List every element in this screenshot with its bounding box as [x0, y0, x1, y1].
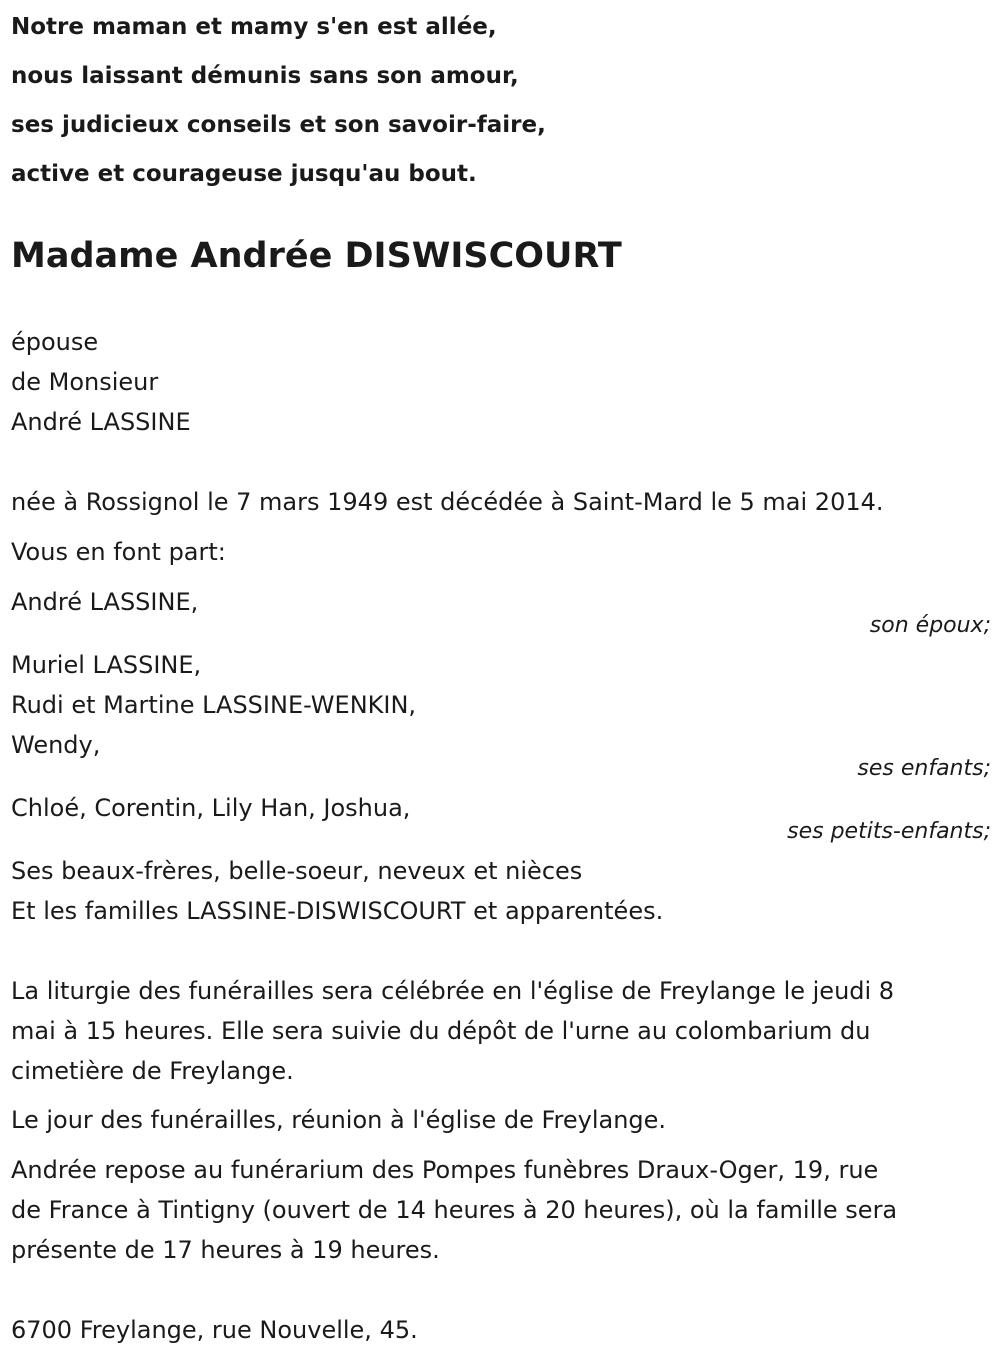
family-name: Wendy, [11, 731, 101, 759]
spouse-line: André LASSINE [11, 408, 191, 436]
role-label: son époux; [869, 613, 991, 638]
announcement-line: Vous en font part: [11, 538, 226, 566]
paragraph-line: La liturgie des funérailles sera célébrée en l'église de Freylange le jeudi 8 [11, 977, 895, 1005]
spouse-line: de Monsieur [11, 368, 159, 396]
address-line: 6700 Freylange, rue Nouvelle, 45. [11, 1316, 418, 1344]
family-name: Rudi et Martine LASSINE-WENKIN, [11, 691, 417, 719]
family-line: Ses beaux-frères, belle-soeur, neveux et nièces [11, 857, 583, 885]
meeting-line: Le jour des funérailles, réunion à l'église de Freylange. [11, 1106, 667, 1134]
paragraph-line: cimetière de Freylange. [11, 1057, 294, 1085]
paragraph-line: mai à 15 heures. Elle sera suivie du dépôt de l'urne au colombarium du [11, 1017, 871, 1045]
family-name: André LASSINE, [11, 588, 199, 616]
deceased-name: Madame Andrée DISWISCOURT [11, 236, 622, 276]
birth-death-line: née à Rossignol le 7 mars 1949 est décédée à Saint-Mard le 5 mai 2014. [11, 488, 884, 516]
intro-line: nous laissant démunis sans son amour, [11, 63, 519, 89]
family-name: Chloé, Corentin, Lily Han, Joshua, [11, 794, 411, 822]
family-line: Et les familles LASSINE-DISWISCOURT et apparentées. [11, 897, 664, 925]
paragraph-line: Andrée repose au funérarium des Pompes funèbres Draux-Oger, 19, rue [11, 1156, 879, 1184]
intro-line: Notre maman et mamy s'en est allée, [11, 14, 497, 40]
intro-line: active et courageuse jusqu'au bout. [11, 161, 477, 187]
family-name: Muriel LASSINE, [11, 651, 202, 679]
paragraph-line: présente de 17 heures à 19 heures. [11, 1236, 440, 1264]
role-label: ses petits-enfants; [787, 819, 991, 844]
paragraph-line: de France à Tintigny (ouvert de 14 heures à 20 heures), où la famille sera [11, 1196, 898, 1224]
spouse-line: épouse [11, 328, 99, 356]
role-label: ses enfants; [857, 756, 991, 781]
intro-line: ses judicieux conseils et son savoir-faire, [11, 112, 546, 138]
